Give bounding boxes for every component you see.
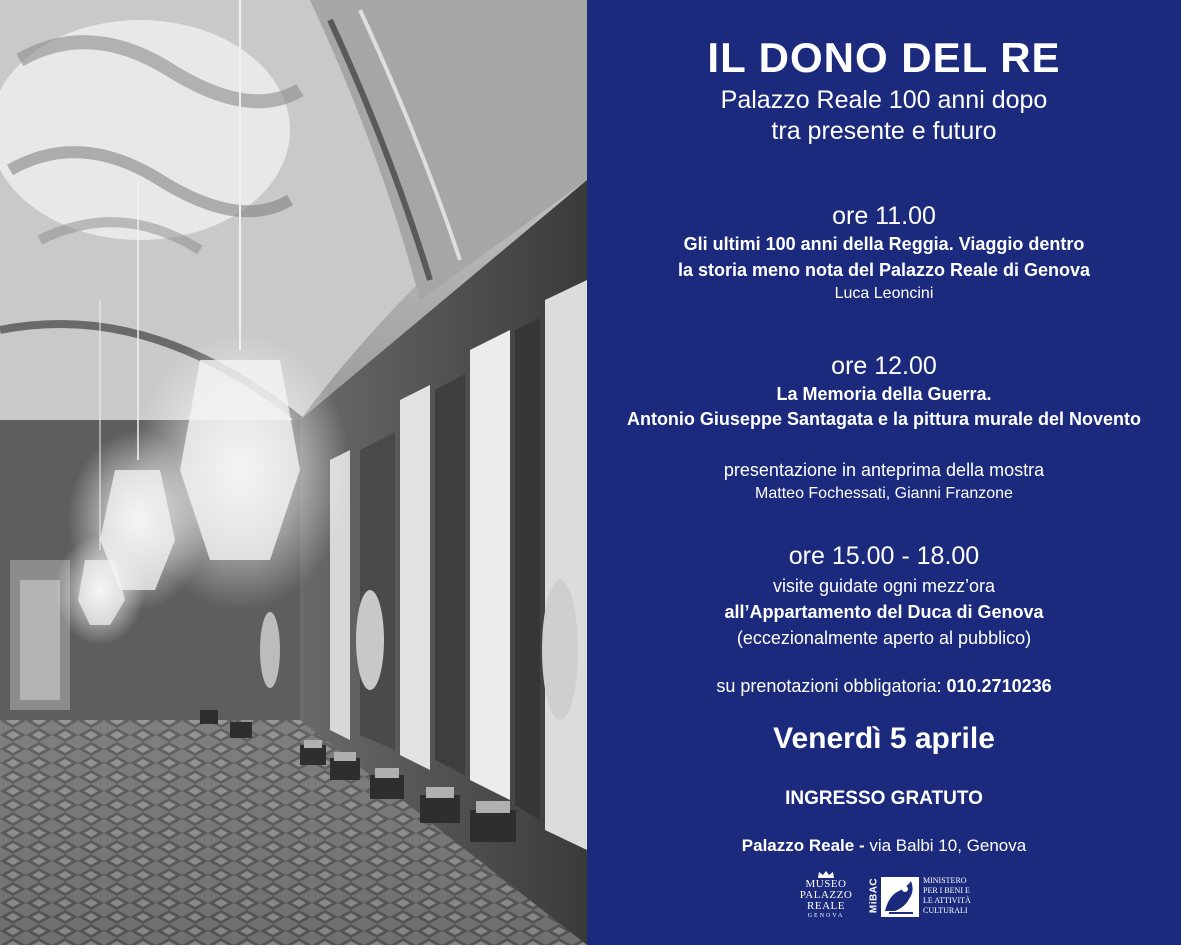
- mibac-logo: [867, 874, 979, 920]
- program-3-line-2: all’Appartamento del Duca di Genova: [724, 602, 1044, 622]
- mibac-logo-line-1: MINISTERO: [923, 876, 967, 885]
- program-3-line-1: visite guidate ogni mezz’ora: [772, 576, 996, 596]
- program-2-speakers: Matteo Fochessati, Gianni Franzone: [755, 485, 1013, 502]
- event-subtitle-line-2: tra presente e futuro: [771, 117, 997, 145]
- museo-logo-line-4: GENOVA: [807, 913, 845, 919]
- event-title: IL DONO DEL RE: [707, 34, 1061, 81]
- museo-logo-line-3: REALE: [807, 900, 845, 912]
- program-time-1: ore 11.00: [832, 202, 936, 230]
- booking-phone: 010.2710236: [946, 676, 1052, 696]
- event-date: Venerdì 5 aprile: [773, 722, 995, 755]
- booking-label: su prenotazioni obbligatoria:: [716, 676, 947, 696]
- museo-logo-line-1: MUSEO: [805, 878, 847, 890]
- entry-info: INGRESSO GRATUTO: [785, 788, 983, 809]
- hall-photograph: [0, 0, 587, 945]
- mibac-logo-vertical: MiBAC: [868, 877, 880, 914]
- program-3-line-3: (eccezionalmente aperto al pubblico): [736, 628, 1032, 648]
- program-2-presentation: presentazione in anteprima della mostra: [723, 460, 1045, 480]
- program-time-3: ore 15.00 - 18.00: [788, 542, 980, 570]
- program-1-title-line-1: Gli ultimi 100 anni della Reggia. Viaggio dentro: [683, 234, 1085, 254]
- info-panel: [587, 0, 1181, 945]
- program-1-speaker: Luca Leoncini: [834, 285, 934, 302]
- program-1-title-line-2: la storia meno nota del Palazzo Reale di Genova: [677, 260, 1091, 280]
- mibac-logo-line-3: LE ATTIVITÀ: [923, 896, 971, 905]
- mibac-emblem-icon: [881, 877, 919, 917]
- museo-palazzo-reale-logo: [794, 870, 858, 930]
- museo-logo-line-2: PALAZZO: [799, 889, 853, 901]
- venue-name: Palazzo Reale -: [741, 836, 865, 855]
- hall-photograph-drawing: [0, 0, 587, 945]
- booking-info: [587, 676, 1181, 697]
- mibac-logo-line-2: PER I BENI E: [923, 886, 970, 895]
- program-2-title-line-2: Antonio Giuseppe Santagata e la pittura murale del Novento: [626, 409, 1142, 429]
- event-subtitle-line-1: Palazzo Reale 100 anni dopo: [720, 86, 1048, 114]
- venue: [587, 836, 1181, 856]
- venue-address: via Balbi 10, Genova: [864, 836, 1027, 855]
- program-2-title-line-1: La Memoria della Guerra.: [776, 384, 992, 404]
- mibac-logo-line-4: CULTURALI: [923, 906, 968, 915]
- program-time-2: ore 12.00: [831, 352, 937, 380]
